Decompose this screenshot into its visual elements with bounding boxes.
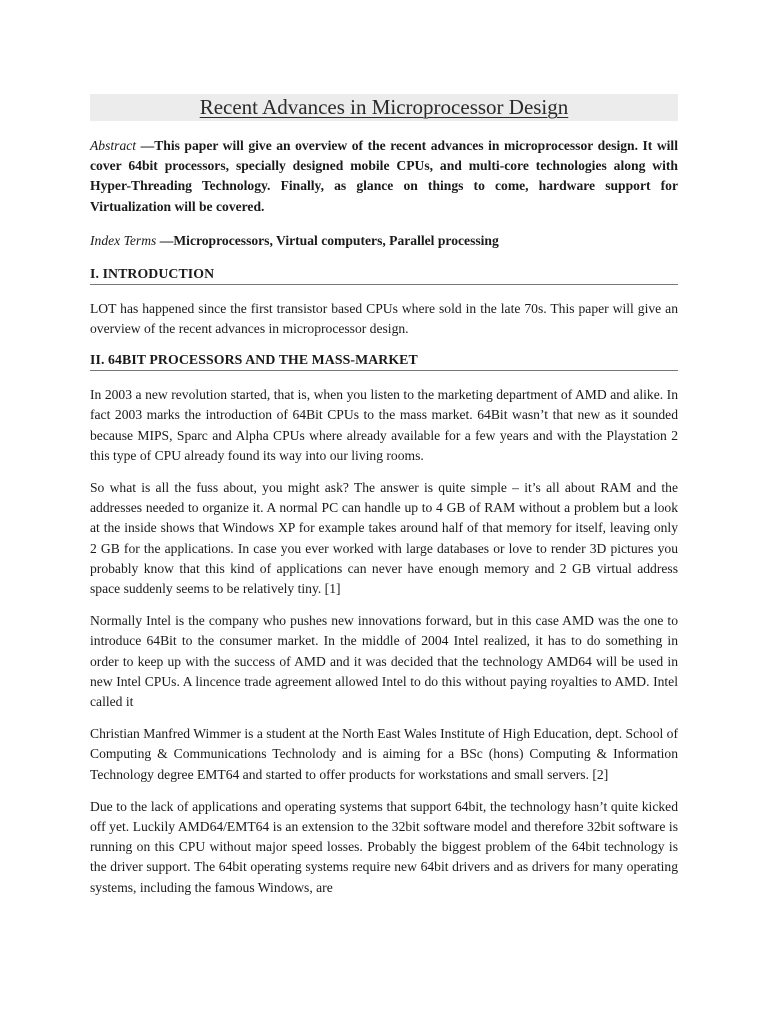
section-heading-introduction: I. INTRODUCTION xyxy=(90,265,678,285)
paragraph: So what is all the fuss about, you might ask? The answer is quite simple – it’s all about RAM and the addresses needed to organize it. A normal PC can handle up to 4 GB of RAM without a problem but a look at the inside shows that Windows XP for example takes around half of that memory for itself, leaving only 2 GB for the applications. In case you ever worked with large databases or love to render 3D pictures you probably know that this kind of applications can never have enough memory and 2 GB virtual address space suddenly seems to be relatively tiny. [1] xyxy=(90,480,678,597)
paragraph: Normally Intel is the company who pushes new innovations forward, but in this case AMD was the one to introduce 64Bit to the consumer market. In the middle of 2004 Intel realized, it has to do something in order to keep up with the success of AMD and it was decided that the technology AMD64 will be used in new Intel CPUs. A lincence trade agreement allowed Intel to do this without paying royalties to AMD. Intel called it xyxy=(90,613,678,710)
index-terms xyxy=(90,231,678,251)
section-heading-64bit: II. 64BIT PROCESSORS AND THE MASS-MARKET xyxy=(90,351,678,371)
title-bar xyxy=(90,94,678,121)
abstract xyxy=(90,136,678,217)
paragraph: In 2003 a new revolution started, that is, when you listen to the marketing department of AMD and alike. In fact 2003 marks the introduction of 64Bit CPUs to the mass market. 64Bit wasn’t that new as it sounded because MIPS, Sparc and Alpha CPUs where already available for a few years and with the Playstation 2 this type of CPU already found its way into our living rooms. xyxy=(90,387,678,463)
paragraph: Christian Manfred Wimmer is a student at the North East Wales Institute of High Education, dept. School of Computing & Communications Technolody and is aiming for a BSc (hons) Computing & Information Technology degree EMT64 and started to offer products for workstations and small servers. [2] xyxy=(90,726,678,782)
paragraph: LOT has happened since the first transistor based CPUs where sold in the late 70s. This paper will give an overview of the recent advances in microprocessor design. xyxy=(90,300,678,337)
abstract-text: —This paper will give an overview of the recent advances in microprocessor design. It will cover 64bit processors, specially designed mobile CPUs, and multi-core technologies along with Hyper-Threading Technology. Finally, as glance on things to come, hardware support for Virtualization will be covered. xyxy=(90,138,678,214)
index-terms-text: —Microprocessors, Virtual computers, Parallel processing xyxy=(156,232,499,248)
index-terms-lead: Index Terms xyxy=(90,232,157,248)
paper-title: Recent Advances in Microprocessor Design xyxy=(199,95,569,119)
document-page xyxy=(90,94,678,910)
paragraph: Due to the lack of applications and operating systems that support 64bit, the technology hasn’t quite kicked off yet. Luckily AMD64/EMT64 is an extension to the 32bit software model and therefore 32bit software is running on this CPU without major speed losses. Probably the biggest problem of the 64bit technology is the driver support. The 64bit operating systems require new 64bit drivers and as drivers for many operating systems, including the famous Windows, are xyxy=(90,798,678,895)
abstract-lead: Abstract xyxy=(90,138,137,153)
